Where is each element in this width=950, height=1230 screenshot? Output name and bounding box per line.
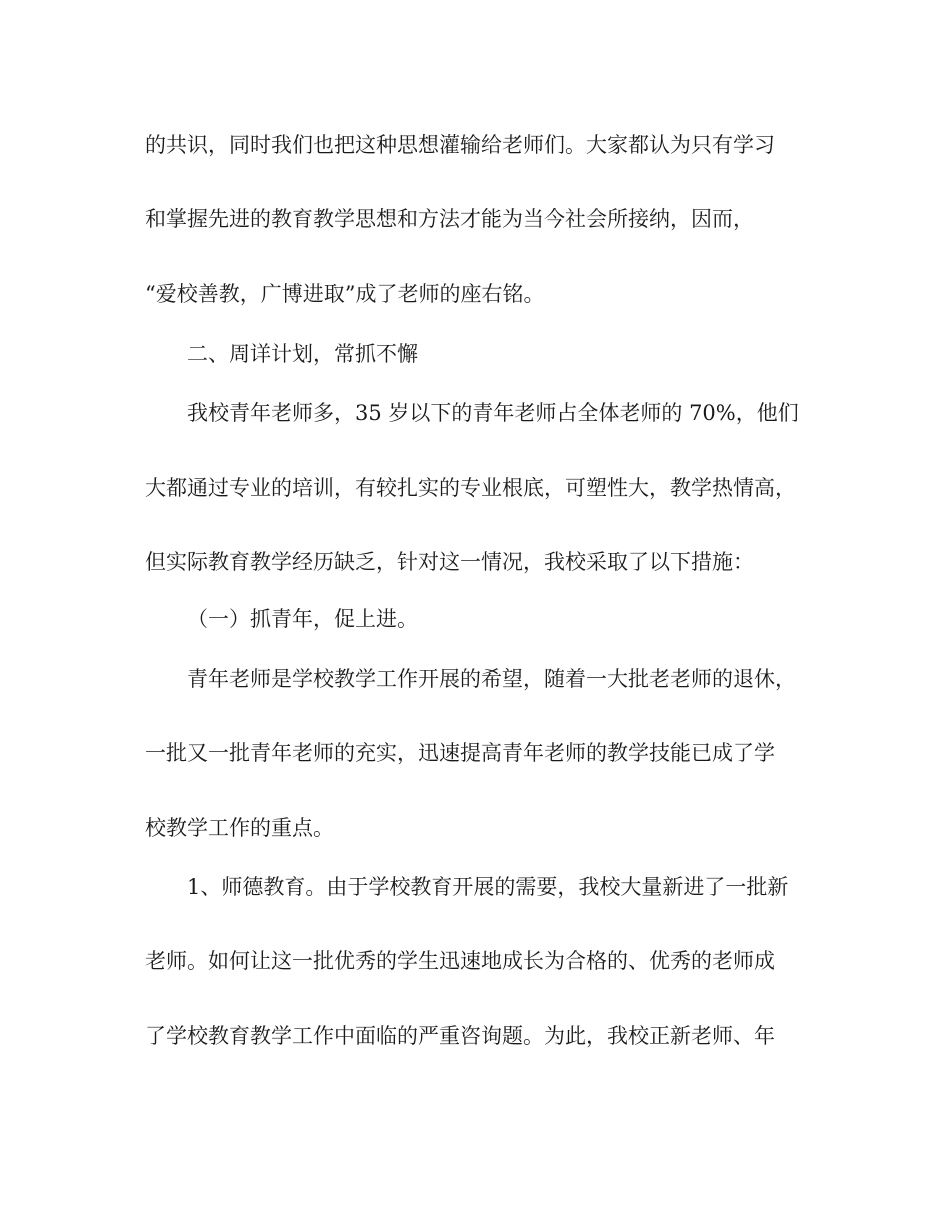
body-text-line: 的共识，同时我们也把这种思想灌输给老师们。大家都认为只有学习	[145, 133, 775, 157]
subsection-heading: （一）抓青年，促上进。	[187, 607, 418, 631]
body-text-line: 但实际教育教学经历缺乏，针对这一情况，我校采取了以下措施：	[145, 550, 754, 574]
body-text-line: 和掌握先进的教育教学思想和方法才能为当今社会所接纳，因而，	[145, 207, 754, 231]
paragraph-first-line: 1、师德教育。由于学校教育开展的需要，我校大量新进了一批新	[187, 875, 789, 899]
body-text-line: 大都通过专业的培训，有较扎实的专业根底，可塑性大，教学热情高，	[145, 476, 796, 500]
body-text-line: 一批又一批青年老师的充实，迅速提高青年老师的教学技能已成了学	[145, 741, 775, 765]
body-text-line: 了学校教育教学工作中面临的严重咨询题。为此，我校正新老师、年	[145, 1024, 775, 1048]
paragraph-first-line: 我校青年老师多，35 岁以下的青年老师占全体老师的 70%，他们	[187, 401, 799, 425]
paragraph-first-line: 青年老师是学校教学工作开展的希望，随着一大批老老师的退休，	[187, 667, 796, 691]
body-text-line: “爱校善教，广博进取”成了老师的座右铭。	[145, 282, 545, 306]
body-text-line: 校教学工作的重点。	[145, 816, 334, 840]
section-heading: 二、周详计划，常抓不懈	[187, 342, 418, 366]
body-text-line: 老师。如何让这一批优秀的学生迅速地成长为合格的、优秀的老师成	[145, 949, 775, 973]
